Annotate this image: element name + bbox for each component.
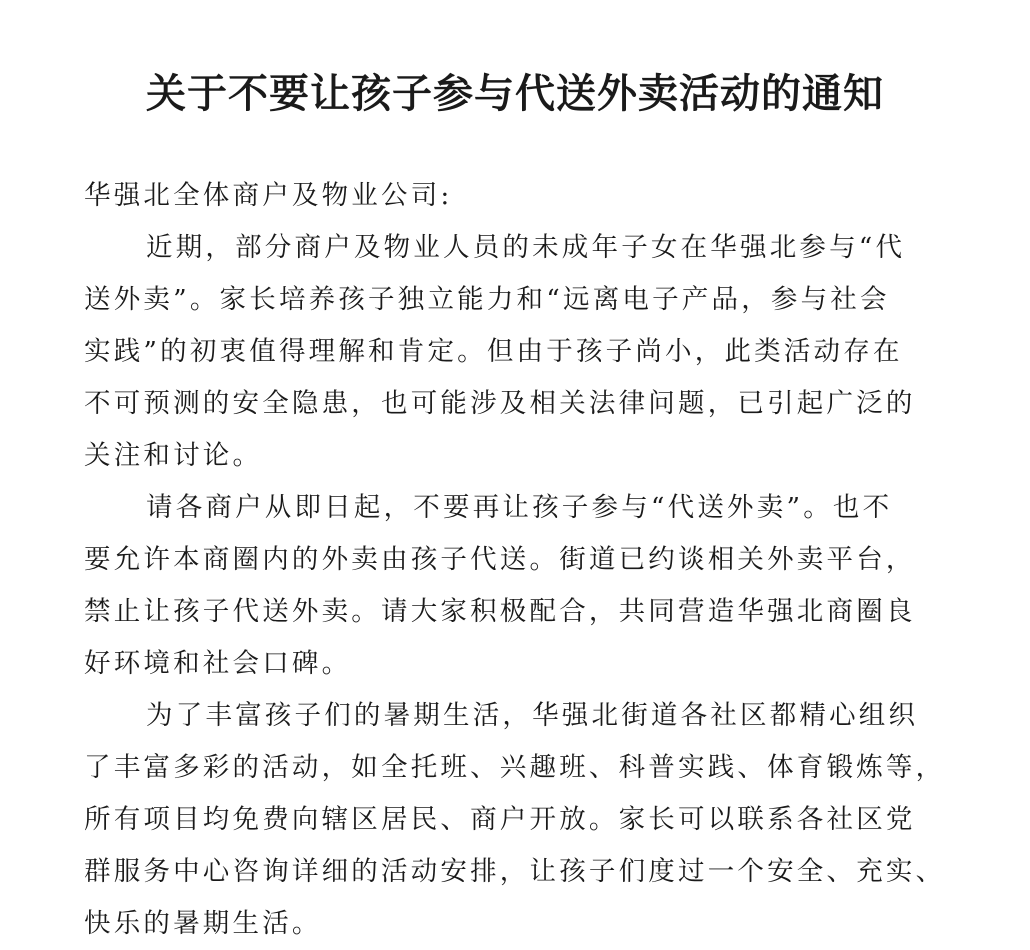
paragraph-line: 好环境和社会口碑。: [84, 648, 352, 679]
paragraph-line: 请各商户从即日起，不要再让孩子参与“代送外卖”。也不: [146, 492, 893, 523]
paragraph-line: 不可预测的安全隐患，也可能涉及相关法律问题，已引起广泛的: [84, 388, 916, 419]
paragraph-line: 所有项目均免费向辖区居民、商户开放。家长可以联系各社区党: [84, 804, 916, 835]
salutation: 华强北全体商户及物业公司:: [84, 180, 453, 211]
paragraph-line: 关注和讨论。: [84, 440, 263, 471]
paragraph-line: 禁止让孩子代送外卖。请大家积极配合，共同营造华强北商圈良: [84, 596, 916, 627]
paragraph-1: [84, 222, 964, 482]
paragraph-line: 为了丰富孩子们的暑期生活，华强北街道各社区都精心组织: [146, 700, 919, 731]
paragraph-line: 送外卖”。家长培养孩子独立能力和“远离电子产品，参与社会: [84, 284, 890, 315]
notice-body: [84, 170, 964, 950]
notice-title: 关于不要让孩子参与代送外卖活动的通知: [146, 70, 884, 117]
paragraph-line: 近期，部分商户及物业人员的未成年子女在华强北参与“代: [146, 232, 906, 263]
paragraph-line: 快乐的暑期生活。: [84, 908, 322, 939]
paragraph-line: 要允许本商圈内的外卖由孩子代送。街道已约谈相关外卖平台，: [84, 544, 916, 575]
paragraph-line: 实践”的初衷值得理解和肯定。但由于孩子尚小，此类活动存在: [84, 336, 903, 367]
paragraph-2: [84, 482, 964, 690]
paragraph-3: [84, 690, 964, 950]
paragraph-line: 群服务中心咨询详细的活动安排，让孩子们度过一个安全、充实、: [84, 856, 946, 887]
paragraph-line: 了丰富多彩的活动，如全托班、兴趣班、科普实践、体育锻炼等，: [84, 752, 946, 783]
